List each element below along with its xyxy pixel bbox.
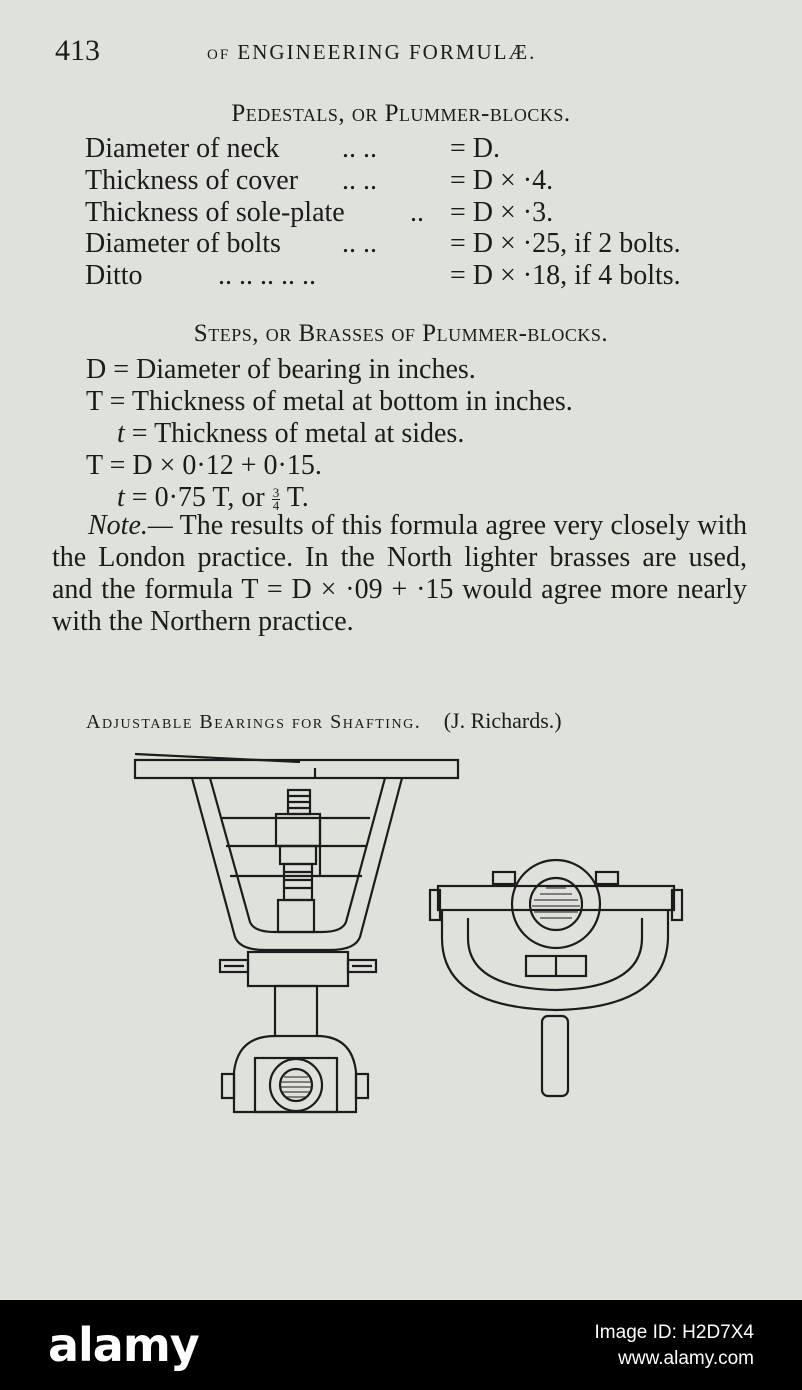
- page-header: [55, 34, 762, 68]
- page-number: 413: [55, 34, 100, 67]
- var-t: t: [117, 482, 125, 513]
- running-title: of ENGINEERING FORMULÆ.: [207, 40, 537, 64]
- def-t-bottom: T = Thickness of metal at bottom in inches.: [86, 386, 573, 417]
- formula-t-sides-end: T.: [286, 482, 309, 513]
- image-id: Image ID: H2D7X4: [594, 1322, 754, 1343]
- row-label: Diameter of neck: [85, 133, 280, 164]
- row-leaders: .. .. .. .. ..: [218, 260, 316, 291]
- watermark-bar: [0, 1300, 802, 1390]
- row-leaders: .. ..: [342, 165, 377, 196]
- figure-caption: [86, 708, 562, 734]
- row-value: = D.: [450, 133, 501, 164]
- row-label: Diameter of bolts: [85, 228, 281, 259]
- caption-title: Adjustable Bearings for Shafting.: [86, 711, 422, 733]
- var-t: t: [117, 418, 125, 449]
- pedestals-heading: Pedestals, or Plummer-blocks.: [231, 100, 571, 127]
- steps-heading: Steps, or Brasses of Plummer-blocks.: [193, 320, 609, 347]
- hanger-bearing-illustration: [130, 752, 465, 1122]
- site-url: www.alamy.com: [618, 1348, 754, 1369]
- row-leaders: ..: [410, 197, 424, 228]
- alamy-logo: alamy: [48, 1318, 199, 1372]
- row-label: Thickness of cover: [85, 165, 299, 196]
- row-value: = D × ·18, if 4 bolts.: [450, 260, 681, 291]
- row-value: = D × ·3.: [450, 197, 554, 228]
- row-value: = D × ·4.: [450, 165, 554, 196]
- def-t-sides-text: = Thickness of metal at sides.: [131, 418, 465, 449]
- fraction: [272, 487, 281, 512]
- def-t-sides: [117, 418, 464, 450]
- def-d: D = Diameter of bearing in inches.: [86, 354, 476, 385]
- row-leaders: .. ..: [342, 133, 377, 164]
- fraction-denominator: 4: [272, 498, 280, 514]
- image-id-block: [595, 1320, 754, 1372]
- note-label: Note.—: [88, 510, 173, 541]
- row-leaders: .. ..: [342, 228, 377, 259]
- row-value: = D × ·25, if 2 bolts.: [450, 228, 681, 259]
- row-label: Ditto: [85, 260, 143, 291]
- formula-t-sides-text: = 0·75 T, or: [131, 482, 265, 513]
- fraction-numerator: 3: [272, 485, 280, 501]
- formula-t-bottom: T = D × 0·12 + 0·15.: [86, 450, 322, 481]
- caption-credit: (J. Richards.): [443, 708, 562, 733]
- note-text: The results of this formula agree very closely with the London practice. In the North lighter brasses are used, and the formula T = D × ·09 + ·15 would agree more nearly with the Northern practice.: [52, 510, 747, 637]
- note-paragraph: [52, 510, 747, 638]
- bearing-end-view-illustration: [428, 858, 688, 1108]
- row-label: Thickness of sole-plate: [85, 197, 345, 228]
